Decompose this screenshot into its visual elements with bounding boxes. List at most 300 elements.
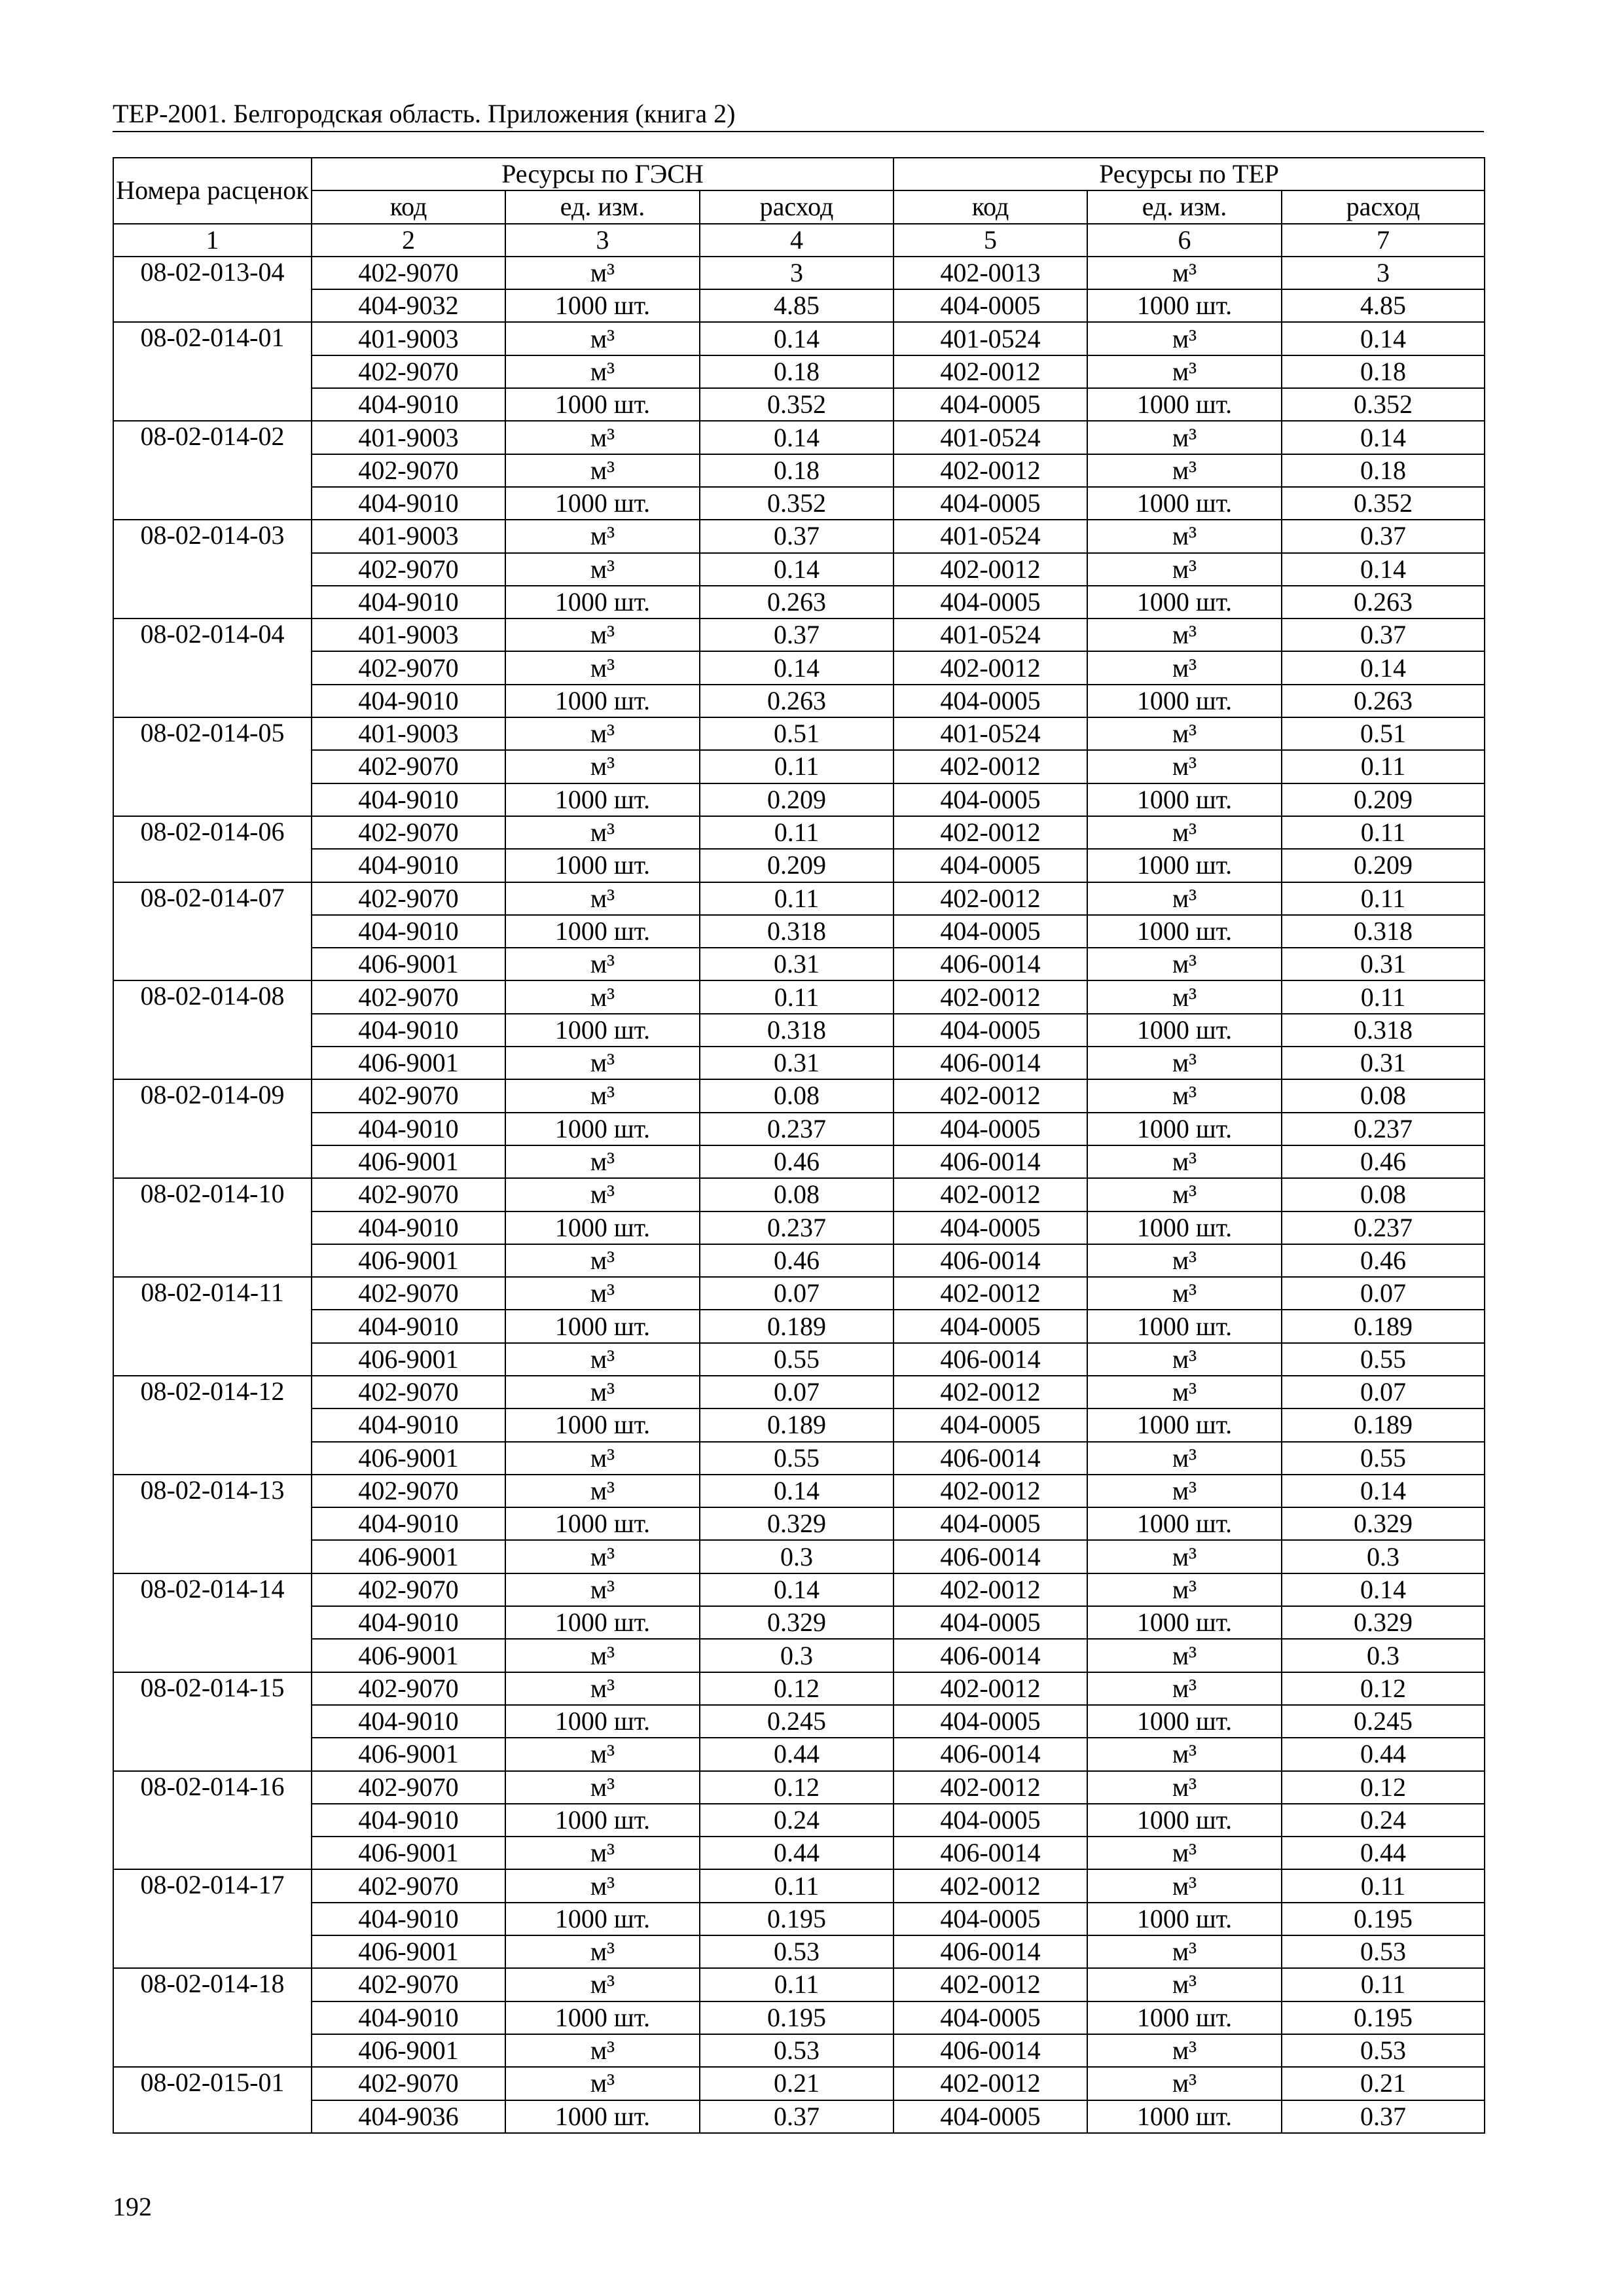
table-row	[113, 1113, 1485, 1145]
rate-number-cell: 08-02-013-04	[113, 257, 312, 323]
ter-consumption-cell: 0.18	[1282, 454, 1485, 487]
ter-unit-cell: м³	[1087, 520, 1282, 552]
gesn-code-cell: 401-9003	[312, 322, 505, 355]
column-number: 6	[1087, 224, 1282, 257]
gesn-unit-cell: м³	[505, 1738, 700, 1770]
gesn-unit-cell: м³	[505, 520, 700, 552]
ter-unit-cell: 1000 шт.	[1087, 1113, 1282, 1145]
ter-unit-cell: 1000 шт.	[1087, 1014, 1282, 1047]
table-row	[113, 1968, 1485, 2001]
gesn-consumption-cell: 0.3	[700, 1540, 893, 1573]
table-row	[113, 1178, 1485, 1211]
ter-consumption-cell: 0.55	[1282, 1442, 1485, 1475]
table-row	[113, 1442, 1485, 1475]
ter-code-cell: 404-0005	[893, 487, 1087, 520]
table-row	[113, 882, 1485, 915]
ter-code-cell: 404-0005	[893, 1211, 1087, 1244]
gesn-unit-cell: 1000 шт.	[505, 487, 700, 520]
gesn-unit-cell: 1000 шт.	[505, 849, 700, 882]
gesn-consumption-cell: 0.44	[700, 1738, 893, 1770]
rate-number-cell: 08-02-014-01	[113, 322, 312, 421]
rate-number-cell: 08-02-014-11	[113, 1277, 312, 1376]
gesn-code-cell: 404-9010	[312, 783, 505, 816]
rate-number-cell: 08-02-014-17	[113, 1869, 312, 1968]
ter-unit-cell: м³	[1087, 717, 1282, 750]
gesn-consumption-cell: 0.46	[700, 1244, 893, 1277]
ter-unit-cell: м³	[1087, 1475, 1282, 1507]
ter-code-cell: 406-0014	[893, 1145, 1087, 1178]
ter-consumption-cell: 0.24	[1282, 1804, 1485, 1837]
ter-consumption-cell: 0.3	[1282, 1639, 1485, 1672]
ter-consumption-cell: 0.46	[1282, 1244, 1485, 1277]
table-row	[113, 1606, 1485, 1639]
gesn-unit-cell: 1000 шт.	[505, 1113, 700, 1145]
ter-code-cell: 404-0005	[893, 1310, 1087, 1342]
ter-code-cell: 401-0524	[893, 619, 1087, 651]
ter-consumption-cell: 0.07	[1282, 1376, 1485, 1408]
ter-unit-cell: м³	[1087, 1771, 1282, 1804]
ter-consumption-cell: 0.55	[1282, 1343, 1485, 1376]
gesn-code-cell: 404-9010	[312, 487, 505, 520]
gesn-consumption-cell: 0.31	[700, 1047, 893, 1079]
ter-consumption-cell: 0.189	[1282, 1310, 1485, 1342]
table-row	[113, 1507, 1485, 1540]
ter-code-cell: 402-0012	[893, 816, 1087, 849]
gesn-unit-cell: м³	[505, 355, 700, 388]
ter-unit-cell: м³	[1087, 882, 1282, 915]
table-row	[113, 717, 1485, 750]
ter-consumption-cell: 0.31	[1282, 1047, 1485, 1079]
gesn-code-cell: 402-9070	[312, 816, 505, 849]
resources-table	[113, 157, 1485, 2134]
gesn-code-cell: 402-9070	[312, 1178, 505, 1211]
gesn-code-cell: 404-9036	[312, 2100, 505, 2133]
table-row	[113, 1408, 1485, 1441]
gesn-unit-cell: м³	[505, 421, 700, 454]
table-body	[113, 257, 1485, 2133]
table-row	[113, 1145, 1485, 1178]
ter-unit-cell: м³	[1087, 1837, 1282, 1869]
gesn-code-cell: 404-9010	[312, 1804, 505, 1837]
gesn-code-cell: 404-9010	[312, 685, 505, 717]
ter-unit-cell: 1000 шт.	[1087, 849, 1282, 882]
gesn-consumption-cell: 0.31	[700, 948, 893, 980]
table-row	[113, 1211, 1485, 1244]
ter-unit-cell: 1000 шт.	[1087, 586, 1282, 619]
table-row	[113, 1540, 1485, 1573]
header-gesn-unit: ед. изм.	[505, 190, 700, 223]
ter-code-cell: 402-0012	[893, 1178, 1087, 1211]
ter-consumption-cell: 0.08	[1282, 1178, 1485, 1211]
gesn-unit-cell: м³	[505, 553, 700, 586]
gesn-unit-cell: м³	[505, 882, 700, 915]
rate-number-cell: 08-02-014-06	[113, 816, 312, 882]
gesn-code-cell: 404-9010	[312, 1507, 505, 1540]
ter-consumption-cell: 0.14	[1282, 322, 1485, 355]
table-row	[113, 520, 1485, 552]
gesn-unit-cell: м³	[505, 1475, 700, 1507]
table-row	[113, 1310, 1485, 1342]
ter-consumption-cell: 0.07	[1282, 1277, 1485, 1310]
column-number: 7	[1282, 224, 1485, 257]
ter-code-cell: 402-0012	[893, 1376, 1087, 1408]
gesn-unit-cell: м³	[505, 2034, 700, 2067]
ter-consumption-cell: 0.245	[1282, 1705, 1485, 1738]
ter-consumption-cell: 0.189	[1282, 1408, 1485, 1441]
gesn-code-cell: 404-9010	[312, 1705, 505, 1738]
gesn-consumption-cell: 0.53	[700, 2034, 893, 2067]
gesn-unit-cell: м³	[505, 1079, 700, 1112]
gesn-consumption-cell: 0.55	[700, 1442, 893, 1475]
ter-code-cell: 401-0524	[893, 421, 1087, 454]
table-row	[113, 1376, 1485, 1408]
ter-consumption-cell: 0.11	[1282, 750, 1485, 783]
header-ter-code: код	[893, 190, 1087, 223]
gesn-consumption-cell: 0.14	[700, 1475, 893, 1507]
gesn-code-cell: 406-9001	[312, 948, 505, 980]
gesn-code-cell: 401-9003	[312, 520, 505, 552]
gesn-code-cell: 402-9070	[312, 2067, 505, 2100]
ter-unit-cell: м³	[1087, 1277, 1282, 1310]
column-number: 5	[893, 224, 1087, 257]
rate-number-cell: 08-02-014-09	[113, 1079, 312, 1178]
table-row	[113, 586, 1485, 619]
table-row	[113, 388, 1485, 421]
table-row	[113, 1837, 1485, 1869]
gesn-unit-cell: м³	[505, 980, 700, 1013]
table-row	[113, 1079, 1485, 1112]
ter-consumption-cell: 0.21	[1282, 2067, 1485, 2100]
gesn-unit-cell: м³	[505, 1935, 700, 1968]
ter-code-cell: 404-0005	[893, 849, 1087, 882]
ter-consumption-cell: 4.85	[1282, 289, 1485, 322]
ter-unit-cell: м³	[1087, 2067, 1282, 2100]
gesn-code-cell: 402-9070	[312, 1475, 505, 1507]
ter-code-cell: 404-0005	[893, 1408, 1087, 1441]
gesn-code-cell: 404-9032	[312, 289, 505, 322]
ter-unit-cell: м³	[1087, 1540, 1282, 1573]
ter-code-cell: 404-0005	[893, 783, 1087, 816]
ter-consumption-cell: 0.263	[1282, 586, 1485, 619]
gesn-unit-cell: м³	[505, 1968, 700, 2001]
gesn-consumption-cell: 0.352	[700, 388, 893, 421]
ter-consumption-cell: 0.352	[1282, 388, 1485, 421]
ter-unit-cell: 1000 шт.	[1087, 2001, 1282, 2034]
ter-code-cell: 404-0005	[893, 685, 1087, 717]
ter-code-cell: 402-0012	[893, 882, 1087, 915]
gesn-consumption-cell: 0.329	[700, 1507, 893, 1540]
gesn-code-cell: 406-9001	[312, 1244, 505, 1277]
gesn-unit-cell: 1000 шт.	[505, 1804, 700, 1837]
table-row	[113, 685, 1485, 717]
ter-unit-cell: 1000 шт.	[1087, 783, 1282, 816]
gesn-consumption-cell: 0.11	[700, 1968, 893, 2001]
gesn-code-cell: 404-9010	[312, 586, 505, 619]
ter-consumption-cell: 0.37	[1282, 2100, 1485, 2133]
ter-unit-cell: м³	[1087, 355, 1282, 388]
gesn-consumption-cell: 0.318	[700, 915, 893, 948]
gesn-code-cell: 402-9070	[312, 1771, 505, 1804]
column-number: 1	[113, 224, 312, 257]
ter-code-cell: 406-0014	[893, 1738, 1087, 1770]
ter-unit-cell: м³	[1087, 1968, 1282, 2001]
gesn-consumption-cell: 0.318	[700, 1014, 893, 1047]
gesn-unit-cell: м³	[505, 948, 700, 980]
gesn-code-cell: 406-9001	[312, 2034, 505, 2067]
rate-number-cell: 08-02-014-12	[113, 1376, 312, 1475]
gesn-unit-cell: м³	[505, 1573, 700, 1606]
gesn-code-cell: 402-9070	[312, 1376, 505, 1408]
ter-code-cell: 404-0005	[893, 1606, 1087, 1639]
rate-number-cell: 08-02-014-14	[113, 1573, 312, 1672]
ter-unit-cell: м³	[1087, 454, 1282, 487]
ter-unit-cell: м³	[1087, 1376, 1282, 1408]
gesn-unit-cell: м³	[505, 1869, 700, 1902]
gesn-unit-cell: м³	[505, 1178, 700, 1211]
rate-number-cell: 08-02-014-13	[113, 1475, 312, 1573]
gesn-unit-cell: 1000 шт.	[505, 388, 700, 421]
gesn-consumption-cell: 0.08	[700, 1178, 893, 1211]
header-ter-consumption: расход	[1282, 190, 1485, 223]
gesn-unit-cell: 1000 шт.	[505, 1310, 700, 1342]
gesn-consumption-cell: 0.55	[700, 1343, 893, 1376]
ter-unit-cell: 1000 шт.	[1087, 487, 1282, 520]
gesn-unit-cell: 1000 шт.	[505, 1903, 700, 1935]
table-row	[113, 1705, 1485, 1738]
gesn-consumption-cell: 0.37	[700, 619, 893, 651]
gesn-code-cell: 402-9070	[312, 553, 505, 586]
ter-unit-cell: 1000 шт.	[1087, 1903, 1282, 1935]
ter-unit-cell: м³	[1087, 1869, 1282, 1902]
ter-unit-cell: м³	[1087, 1639, 1282, 1672]
ter-code-cell: 402-0012	[893, 1277, 1087, 1310]
gesn-unit-cell: м³	[505, 816, 700, 849]
gesn-code-cell: 401-9003	[312, 717, 505, 750]
ter-unit-cell: м³	[1087, 322, 1282, 355]
gesn-consumption-cell: 0.07	[700, 1277, 893, 1310]
table-row	[113, 1903, 1485, 1935]
gesn-consumption-cell: 0.11	[700, 980, 893, 1013]
gesn-consumption-cell: 0.11	[700, 1869, 893, 1902]
header-ter-resources: Ресурсы по ТЕР	[893, 158, 1485, 190]
ter-unit-cell: м³	[1087, 553, 1282, 586]
ter-code-cell: 402-0012	[893, 355, 1087, 388]
gesn-unit-cell: м³	[505, 1442, 700, 1475]
ter-consumption-cell: 0.195	[1282, 2001, 1485, 2034]
ter-consumption-cell: 0.12	[1282, 1771, 1485, 1804]
ter-unit-cell: м³	[1087, 257, 1282, 289]
ter-unit-cell: м³	[1087, 619, 1282, 651]
gesn-unit-cell: м³	[505, 454, 700, 487]
table-row	[113, 1738, 1485, 1770]
table-row	[113, 1014, 1485, 1047]
ter-unit-cell: м³	[1087, 421, 1282, 454]
table-row	[113, 2034, 1485, 2067]
gesn-unit-cell: м³	[505, 1343, 700, 1376]
ter-consumption-cell: 0.11	[1282, 1968, 1485, 2001]
table-row	[113, 1277, 1485, 1310]
gesn-consumption-cell: 0.46	[700, 1145, 893, 1178]
gesn-code-cell: 402-9070	[312, 454, 505, 487]
ter-consumption-cell: 0.263	[1282, 685, 1485, 717]
ter-consumption-cell: 0.14	[1282, 421, 1485, 454]
ter-unit-cell: м³	[1087, 1935, 1282, 1968]
ter-code-cell: 402-0012	[893, 651, 1087, 684]
gesn-code-cell: 402-9070	[312, 1672, 505, 1705]
gesn-code-cell: 401-9003	[312, 421, 505, 454]
ter-consumption-cell: 0.14	[1282, 553, 1485, 586]
ter-unit-cell: м³	[1087, 750, 1282, 783]
ter-code-cell: 402-0012	[893, 1771, 1087, 1804]
table-row	[113, 421, 1485, 454]
ter-code-cell: 404-0005	[893, 586, 1087, 619]
gesn-consumption-cell: 0.14	[700, 421, 893, 454]
header-gesn-code: код	[312, 190, 505, 223]
gesn-consumption-cell: 3	[700, 257, 893, 289]
ter-code-cell: 402-0012	[893, 1573, 1087, 1606]
ter-code-cell: 406-0014	[893, 1442, 1087, 1475]
ter-code-cell: 404-0005	[893, 1903, 1087, 1935]
gesn-unit-cell: м³	[505, 257, 700, 289]
table-row	[113, 651, 1485, 684]
gesn-consumption-cell: 0.11	[700, 816, 893, 849]
gesn-code-cell: 406-9001	[312, 1639, 505, 1672]
ter-code-cell: 401-0524	[893, 717, 1087, 750]
ter-consumption-cell: 0.237	[1282, 1211, 1485, 1244]
gesn-code-cell: 406-9001	[312, 1935, 505, 1968]
ter-consumption-cell: 0.12	[1282, 1672, 1485, 1705]
ter-code-cell: 402-0013	[893, 257, 1087, 289]
ter-consumption-cell: 0.209	[1282, 783, 1485, 816]
ter-unit-cell: м³	[1087, 1047, 1282, 1079]
gesn-consumption-cell: 0.11	[700, 882, 893, 915]
gesn-unit-cell: м³	[505, 750, 700, 783]
ter-unit-cell: 1000 шт.	[1087, 915, 1282, 948]
gesn-unit-cell: м³	[505, 1771, 700, 1804]
gesn-unit-cell: 1000 шт.	[505, 289, 700, 322]
gesn-code-cell: 402-9070	[312, 1573, 505, 1606]
rate-number-cell: 08-02-014-02	[113, 421, 312, 520]
ter-consumption-cell: 0.352	[1282, 487, 1485, 520]
gesn-code-cell: 404-9010	[312, 1113, 505, 1145]
table-row	[113, 1047, 1485, 1079]
ter-code-cell: 404-0005	[893, 1804, 1087, 1837]
ter-consumption-cell: 0.18	[1282, 355, 1485, 388]
ter-consumption-cell: 0.14	[1282, 1573, 1485, 1606]
gesn-consumption-cell: 0.07	[700, 1376, 893, 1408]
rate-number-cell: 08-02-014-07	[113, 882, 312, 981]
ter-unit-cell: 1000 шт.	[1087, 1310, 1282, 1342]
ter-code-cell: 406-0014	[893, 1047, 1087, 1079]
ter-unit-cell: 1000 шт.	[1087, 388, 1282, 421]
gesn-code-cell: 404-9010	[312, 388, 505, 421]
ter-code-cell: 401-0524	[893, 322, 1087, 355]
gesn-consumption-cell: 0.14	[700, 322, 893, 355]
rate-number-cell: 08-02-014-04	[113, 619, 312, 717]
gesn-unit-cell: 1000 шт.	[505, 2001, 700, 2034]
ter-code-cell: 402-0012	[893, 1869, 1087, 1902]
gesn-unit-cell: м³	[505, 619, 700, 651]
table-row	[113, 322, 1485, 355]
ter-unit-cell: м³	[1087, 1442, 1282, 1475]
ter-unit-cell: 1000 шт.	[1087, 1507, 1282, 1540]
header-ter-unit: ед. изм.	[1087, 190, 1282, 223]
rate-number-cell: 08-02-014-08	[113, 980, 312, 1079]
ter-consumption-cell: 0.37	[1282, 619, 1485, 651]
table-row	[113, 849, 1485, 882]
gesn-unit-cell: м³	[505, 322, 700, 355]
gesn-code-cell: 404-9010	[312, 2001, 505, 2034]
gesn-unit-cell: 1000 шт.	[505, 915, 700, 948]
ter-consumption-cell: 0.11	[1282, 1869, 1485, 1902]
table-row	[113, 1573, 1485, 1606]
gesn-consumption-cell: 0.08	[700, 1079, 893, 1112]
gesn-consumption-cell: 0.245	[700, 1705, 893, 1738]
gesn-unit-cell: 1000 шт.	[505, 685, 700, 717]
ter-code-cell: 401-0524	[893, 520, 1087, 552]
gesn-code-cell: 404-9010	[312, 1606, 505, 1639]
ter-code-cell: 402-0012	[893, 1475, 1087, 1507]
ter-consumption-cell: 0.46	[1282, 1145, 1485, 1178]
ter-code-cell: 402-0012	[893, 980, 1087, 1013]
gesn-unit-cell: м³	[505, 1145, 700, 1178]
table-row	[113, 1771, 1485, 1804]
ter-unit-cell: 1000 шт.	[1087, 1804, 1282, 1837]
ter-code-cell: 406-0014	[893, 1343, 1087, 1376]
gesn-code-cell: 404-9010	[312, 1014, 505, 1047]
gesn-unit-cell: 1000 шт.	[505, 1705, 700, 1738]
gesn-consumption-cell: 0.21	[700, 2067, 893, 2100]
gesn-consumption-cell: 0.12	[700, 1771, 893, 1804]
ter-unit-cell: 1000 шт.	[1087, 1705, 1282, 1738]
ter-consumption-cell: 3	[1282, 257, 1485, 289]
gesn-code-cell: 404-9010	[312, 1211, 505, 1244]
gesn-consumption-cell: 0.12	[700, 1672, 893, 1705]
table-row	[113, 750, 1485, 783]
gesn-unit-cell: 1000 шт.	[505, 586, 700, 619]
header-rule	[113, 131, 1484, 132]
gesn-consumption-cell: 0.189	[700, 1310, 893, 1342]
gesn-consumption-cell: 0.329	[700, 1606, 893, 1639]
ter-code-cell: 402-0012	[893, 553, 1087, 586]
gesn-code-cell: 406-9001	[312, 1738, 505, 1770]
ter-unit-cell: м³	[1087, 651, 1282, 684]
ter-code-cell: 406-0014	[893, 1540, 1087, 1573]
column-number: 3	[505, 224, 700, 257]
table-row	[113, 1639, 1485, 1672]
header-rate-numbers: Номера расценок	[113, 158, 312, 224]
gesn-consumption-cell: 0.11	[700, 750, 893, 783]
ter-consumption-cell: 0.14	[1282, 651, 1485, 684]
gesn-unit-cell: м³	[505, 1047, 700, 1079]
gesn-consumption-cell: 0.18	[700, 454, 893, 487]
gesn-code-cell: 406-9001	[312, 1837, 505, 1869]
table-row	[113, 1343, 1485, 1376]
ter-consumption-cell: 0.237	[1282, 1113, 1485, 1145]
ter-unit-cell: 1000 шт.	[1087, 2100, 1282, 2133]
gesn-consumption-cell: 0.14	[700, 1573, 893, 1606]
gesn-consumption-cell: 0.44	[700, 1837, 893, 1869]
gesn-code-cell: 402-9070	[312, 1869, 505, 1902]
rate-number-cell: 08-02-014-16	[113, 1771, 312, 1870]
gesn-code-cell: 404-9010	[312, 1408, 505, 1441]
ter-consumption-cell: 0.209	[1282, 849, 1485, 882]
gesn-unit-cell: м³	[505, 2067, 700, 2100]
gesn-code-cell: 402-9070	[312, 257, 505, 289]
gesn-consumption-cell: 0.209	[700, 849, 893, 882]
ter-consumption-cell: 0.14	[1282, 1475, 1485, 1507]
gesn-unit-cell: м³	[505, 651, 700, 684]
